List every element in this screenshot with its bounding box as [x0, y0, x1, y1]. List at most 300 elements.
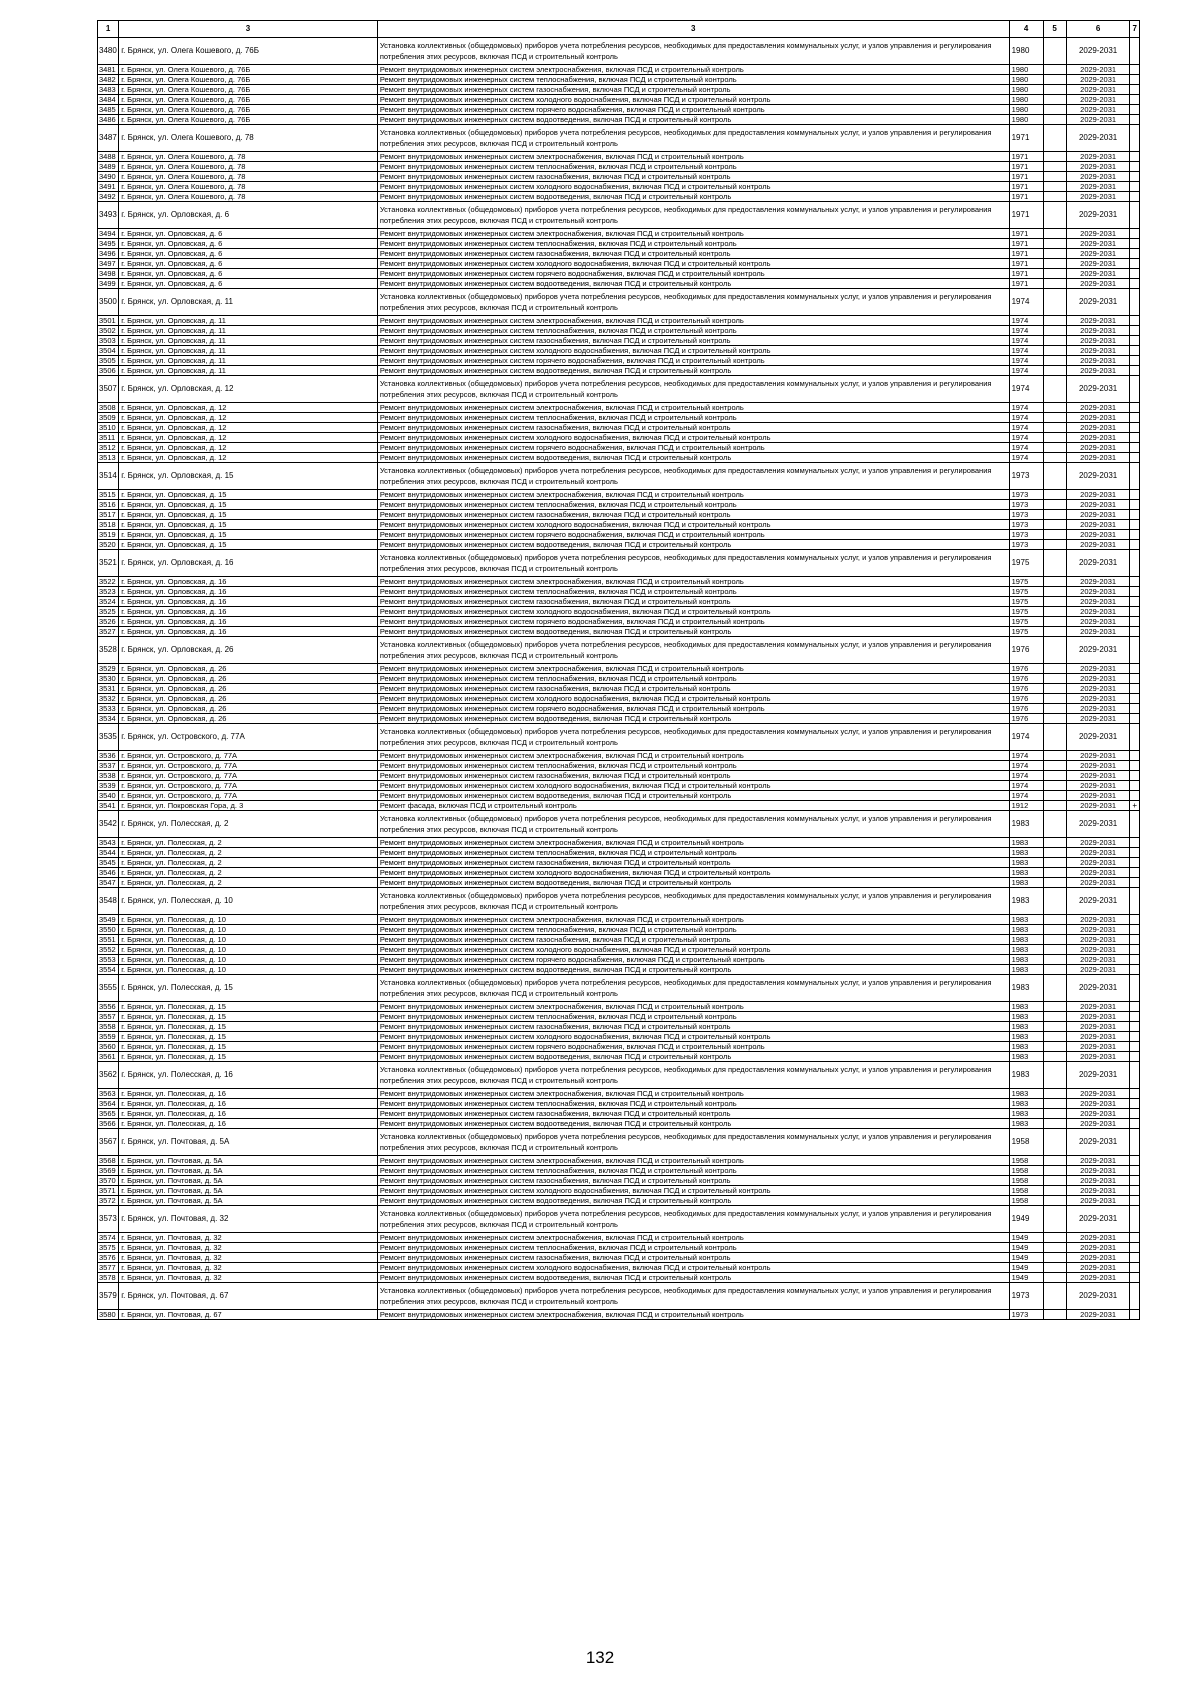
address-cell: г. Брянск, ул. Орловская, д. 11: [119, 346, 378, 356]
period-cell: 2029-2031: [1066, 336, 1130, 346]
row-number: 3576: [98, 1253, 119, 1263]
build-year-cell: 1983: [1009, 955, 1043, 965]
period-cell: 2029-2031: [1066, 597, 1130, 607]
work-type-cell: Ремонт внутридомовых инженерных систем электроснабжения, включая ПСД и строительный контроль: [377, 1002, 1009, 1012]
period-cell: 2029-2031: [1066, 453, 1130, 463]
address-cell: г. Брянск, ул. Полесская, д. 16: [119, 1062, 378, 1089]
period-cell: 2029-2031: [1066, 955, 1130, 965]
col-7-cell: [1130, 500, 1140, 510]
build-year-cell: 1974: [1009, 423, 1043, 433]
address-cell: г. Брянск, ул. Олега Кошевого, д. 78: [119, 152, 378, 162]
build-year-cell: 1949: [1009, 1273, 1043, 1283]
address-cell: г. Брянск, ул. Полесская, д. 10: [119, 888, 378, 915]
row-number: 3483: [98, 85, 119, 95]
row-number: 3522: [98, 577, 119, 587]
build-year-cell: 1974: [1009, 761, 1043, 771]
address-cell: г. Брянск, ул. Почтовая, д. 5А: [119, 1166, 378, 1176]
build-year-cell: 1976: [1009, 704, 1043, 714]
row-number: 3505: [98, 356, 119, 366]
col-7-cell: [1130, 577, 1140, 587]
row-number: 3579: [98, 1283, 119, 1310]
address-cell: г. Брянск, ул. Олега Кошевого, д. 76Б: [119, 65, 378, 75]
row-number: 3559: [98, 1032, 119, 1042]
period-cell: 2029-2031: [1066, 704, 1130, 714]
col-7-cell: [1130, 1089, 1140, 1099]
address-cell: г. Брянск, ул. Орловская, д. 6: [119, 269, 378, 279]
table-row: [98, 75, 1140, 85]
table-row: [98, 1283, 1140, 1310]
period-cell: 2029-2031: [1066, 500, 1130, 510]
col-7-cell: [1130, 935, 1140, 945]
build-year-cell: 1983: [1009, 878, 1043, 888]
col-5-cell: [1043, 1012, 1066, 1022]
build-year-cell: 1983: [1009, 1062, 1043, 1089]
period-cell: 2029-2031: [1066, 878, 1130, 888]
work-type-cell: Ремонт внутридомовых инженерных систем газоснабжения, включая ПСД и строительный контроль: [377, 1176, 1009, 1186]
col-7-cell: [1130, 791, 1140, 801]
work-type-cell: Установка коллективных (общедомовых) приборов учета потребления ресурсов, необходимых для предоставления коммунальных услуг, и узлов управления и регулирования потребления этих ресурсов, включая ПСД и строительный контроль: [377, 637, 1009, 664]
col-7-cell: +: [1130, 801, 1140, 811]
work-type-cell: Установка коллективных (общедомовых) приборов учета потребления ресурсов, необходимых для предоставления коммунальных услуг, и узлов управления и регулирования потребления этих ресурсов, включая ПСД и строительный контроль: [377, 202, 1009, 229]
address-cell: г. Брянск, ул. Полесская, д. 16: [119, 1099, 378, 1109]
build-year-cell: 1983: [1009, 868, 1043, 878]
col-5-cell: [1043, 674, 1066, 684]
build-year-cell: 1983: [1009, 975, 1043, 1002]
table-row: [98, 316, 1140, 326]
work-type-cell: Ремонт внутридомовых инженерных систем водоотведения, включая ПСД и строительный контроль: [377, 453, 1009, 463]
col-7-cell: [1130, 172, 1140, 182]
build-year-cell: 1976: [1009, 674, 1043, 684]
work-type-cell: Ремонт внутридомовых инженерных систем теплоснабжения, включая ПСД и строительный контроль: [377, 1243, 1009, 1253]
col-5-cell: [1043, 1156, 1066, 1166]
row-number: 3482: [98, 75, 119, 85]
period-cell: 2029-2031: [1066, 85, 1130, 95]
address-cell: г. Брянск, ул. Почтовая, д. 32: [119, 1253, 378, 1263]
row-number: 3529: [98, 664, 119, 674]
col-5-cell: [1043, 259, 1066, 269]
work-type-cell: Установка коллективных (общедомовых) приборов учета потребления ресурсов, необходимых для предоставления коммунальных услуг, и узлов управления и регулирования потребления этих ресурсов, включая ПСД и строительный контроль: [377, 724, 1009, 751]
col-7-cell: [1130, 115, 1140, 125]
work-type-cell: Ремонт внутридомовых инженерных систем водоотведения, включая ПСД и строительный контроль: [377, 965, 1009, 975]
table-row: [98, 694, 1140, 704]
table-row: [98, 801, 1140, 811]
col-7-cell: [1130, 724, 1140, 751]
table-row: [98, 192, 1140, 202]
address-cell: г. Брянск, ул. Полесская, д. 2: [119, 848, 378, 858]
period-cell: 2029-2031: [1066, 627, 1130, 637]
row-number: 3520: [98, 540, 119, 550]
table-row: [98, 607, 1140, 617]
row-number: 3496: [98, 249, 119, 259]
col-7-cell: [1130, 761, 1140, 771]
build-year-cell: 1949: [1009, 1263, 1043, 1273]
table-row: [98, 1109, 1140, 1119]
address-cell: г. Брянск, ул. Островского, д. 77А: [119, 751, 378, 761]
build-year-cell: 1973: [1009, 500, 1043, 510]
build-year-cell: 1973: [1009, 520, 1043, 530]
address-cell: г. Брянск, ул. Олега Кошевого, д. 76Б: [119, 95, 378, 105]
work-type-cell: Ремонт внутридомовых инженерных систем водоотведения, включая ПСД и строительный контроль: [377, 540, 1009, 550]
col-7-cell: [1130, 433, 1140, 443]
build-year-cell: 1971: [1009, 182, 1043, 192]
col-5-cell: [1043, 1166, 1066, 1176]
col-5-cell: [1043, 577, 1066, 587]
col-7-cell: [1130, 664, 1140, 674]
col-7-cell: [1130, 443, 1140, 453]
period-cell: 2029-2031: [1066, 403, 1130, 413]
period-cell: 2029-2031: [1066, 771, 1130, 781]
build-year-cell: 1974: [1009, 453, 1043, 463]
work-type-cell: Ремонт внутридомовых инженерных систем водоотведения, включая ПСД и строительный контроль: [377, 627, 1009, 637]
work-type-cell: Ремонт внутридомовых инженерных систем электроснабжения, включая ПСД и строительный контроль: [377, 751, 1009, 761]
col-7-cell: [1130, 413, 1140, 423]
address-cell: г. Брянск, ул. Полесская, д. 16: [119, 1089, 378, 1099]
col-5-cell: [1043, 65, 1066, 75]
col-7-cell: [1130, 423, 1140, 433]
work-type-cell: Ремонт внутридомовых инженерных систем теплоснабжения, включая ПСД и строительный контроль: [377, 326, 1009, 336]
build-year-cell: 1983: [1009, 965, 1043, 975]
work-type-cell: Установка коллективных (общедомовых) приборов учета потребления ресурсов, необходимых для предоставления коммунальных услуг, и узлов управления и регулирования потребления этих ресурсов, включая ПСД и строительный контроль: [377, 376, 1009, 403]
period-cell: 2029-2031: [1066, 1022, 1130, 1032]
row-number: 3503: [98, 336, 119, 346]
col-7-cell: [1130, 1062, 1140, 1089]
work-type-cell: Ремонт внутридомовых инженерных систем холодного водоснабжения, включая ПСД и строительный контроль: [377, 1263, 1009, 1273]
build-year-cell: 1958: [1009, 1196, 1043, 1206]
address-cell: г. Брянск, ул. Почтовая, д. 67: [119, 1283, 378, 1310]
col-5-cell: [1043, 704, 1066, 714]
col-7-cell: [1130, 1099, 1140, 1109]
row-number: 3563: [98, 1089, 119, 1099]
table-row: [98, 838, 1140, 848]
col-7-cell: [1130, 403, 1140, 413]
work-type-cell: Ремонт внутридомовых инженерных систем водоотведения, включая ПСД и строительный контроль: [377, 192, 1009, 202]
address-cell: г. Брянск, ул. Орловская, д. 15: [119, 510, 378, 520]
table-row: [98, 684, 1140, 694]
col-7-cell: [1130, 1119, 1140, 1129]
address-cell: г. Брянск, ул. Орловская, д. 15: [119, 500, 378, 510]
col-7-cell: [1130, 597, 1140, 607]
row-number: 3532: [98, 694, 119, 704]
work-type-cell: Ремонт внутридомовых инженерных систем электроснабжения, включая ПСД и строительный контроль: [377, 1233, 1009, 1243]
address-cell: г. Брянск, ул. Орловская, д. 12: [119, 403, 378, 413]
work-type-cell: Ремонт внутридомовых инженерных систем газоснабжения, включая ПСД и строительный контроль: [377, 336, 1009, 346]
build-year-cell: 1975: [1009, 597, 1043, 607]
period-cell: 2029-2031: [1066, 1119, 1130, 1129]
table-row: [98, 1310, 1140, 1320]
col-5-cell: [1043, 125, 1066, 152]
build-year-cell: 1983: [1009, 1012, 1043, 1022]
col-5-cell: [1043, 694, 1066, 704]
col-7-cell: [1130, 781, 1140, 791]
build-year-cell: 1976: [1009, 714, 1043, 724]
period-cell: 2029-2031: [1066, 1186, 1130, 1196]
table-row: [98, 423, 1140, 433]
address-cell: г. Брянск, ул. Орловская, д. 6: [119, 259, 378, 269]
row-number: 3516: [98, 500, 119, 510]
table-row: [98, 463, 1140, 490]
build-year-cell: 1974: [1009, 356, 1043, 366]
period-cell: 2029-2031: [1066, 510, 1130, 520]
address-cell: г. Брянск, ул. Полесская, д. 2: [119, 878, 378, 888]
address-cell: г. Брянск, ул. Олега Кошевого, д. 78: [119, 172, 378, 182]
work-type-cell: Ремонт внутридомовых инженерных систем горячего водоснабжения, включая ПСД и строительный контроль: [377, 617, 1009, 627]
build-year-cell: 1975: [1009, 617, 1043, 627]
work-type-cell: Ремонт внутридомовых инженерных систем газоснабжения, включая ПСД и строительный контроль: [377, 85, 1009, 95]
build-year-cell: 1983: [1009, 1052, 1043, 1062]
col-5-cell: [1043, 915, 1066, 925]
period-cell: 2029-2031: [1066, 269, 1130, 279]
build-year-cell: 1973: [1009, 540, 1043, 550]
col-7-cell: [1130, 587, 1140, 597]
address-cell: г. Брянск, ул. Орловская, д. 6: [119, 229, 378, 239]
build-year-cell: 1971: [1009, 172, 1043, 182]
address-cell: г. Брянск, ул. Орловская, д. 15: [119, 520, 378, 530]
col-5-cell: [1043, 1119, 1066, 1129]
table-row: [98, 1089, 1140, 1099]
row-number: 3519: [98, 530, 119, 540]
capital-repair-table-sheet: [97, 20, 1140, 1320]
row-number: 3510: [98, 423, 119, 433]
period-cell: 2029-2031: [1066, 1042, 1130, 1052]
table-row: [98, 888, 1140, 915]
build-year-cell: 1949: [1009, 1233, 1043, 1243]
address-cell: г. Брянск, ул. Олега Кошевого, д. 78: [119, 125, 378, 152]
col-5-cell: [1043, 403, 1066, 413]
col-7-cell: [1130, 269, 1140, 279]
row-number: 3537: [98, 761, 119, 771]
address-cell: г. Брянск, ул. Орловская, д. 11: [119, 289, 378, 316]
work-type-cell: Установка коллективных (общедомовых) приборов учета потребления ресурсов, необходимых для предоставления коммунальных услуг, и узлов управления и регулирования потребления этих ресурсов, включая ПСД и строительный контроль: [377, 463, 1009, 490]
row-number: 3556: [98, 1002, 119, 1012]
col-7-cell: [1130, 152, 1140, 162]
col-7-cell: [1130, 1042, 1140, 1052]
row-number: 3511: [98, 433, 119, 443]
period-cell: 2029-2031: [1066, 1253, 1130, 1263]
build-year-cell: 1971: [1009, 239, 1043, 249]
col-5-cell: [1043, 1129, 1066, 1156]
col-5-cell: [1043, 627, 1066, 637]
period-cell: 2029-2031: [1066, 550, 1130, 577]
col-7-cell: [1130, 85, 1140, 95]
col-7-cell: [1130, 838, 1140, 848]
row-number: 3509: [98, 413, 119, 423]
work-type-cell: Ремонт внутридомовых инженерных систем теплоснабжения, включая ПСД и строительный контроль: [377, 1166, 1009, 1176]
row-number: 3548: [98, 888, 119, 915]
col-5-cell: [1043, 1253, 1066, 1263]
work-type-cell: Ремонт внутридомовых инженерных систем теплоснабжения, включая ПСД и строительный контроль: [377, 587, 1009, 597]
table-row: [98, 781, 1140, 791]
work-type-cell: Ремонт внутридомовых инженерных систем водоотведения, включая ПСД и строительный контроль: [377, 714, 1009, 724]
work-type-cell: Ремонт внутридомовых инженерных систем горячего водоснабжения, включая ПСД и строительный контроль: [377, 530, 1009, 540]
build-year-cell: 1983: [1009, 1099, 1043, 1109]
col-7-cell: [1130, 1206, 1140, 1233]
period-cell: 2029-2031: [1066, 423, 1130, 433]
period-cell: 2029-2031: [1066, 801, 1130, 811]
row-number: 3566: [98, 1119, 119, 1129]
work-type-cell: Ремонт внутридомовых инженерных систем теплоснабжения, включая ПСД и строительный контроль: [377, 239, 1009, 249]
address-cell: г. Брянск, ул. Олега Кошевого, д. 78: [119, 192, 378, 202]
period-cell: 2029-2031: [1066, 1283, 1130, 1310]
col-7-cell: [1130, 38, 1140, 65]
col-7-cell: [1130, 105, 1140, 115]
build-year-cell: 1976: [1009, 684, 1043, 694]
table-row: [98, 152, 1140, 162]
work-type-cell: Ремонт внутридомовых инженерных систем горячего водоснабжения, включая ПСД и строительный контроль: [377, 269, 1009, 279]
col-7-cell: [1130, 694, 1140, 704]
table-row: [98, 1206, 1140, 1233]
col-7-cell: [1130, 1253, 1140, 1263]
row-number: 3547: [98, 878, 119, 888]
col-7-cell: [1130, 684, 1140, 694]
work-type-cell: Ремонт внутридомовых инженерных систем холодного водоснабжения, включая ПСД и строительный контроль: [377, 95, 1009, 105]
col-5-cell: [1043, 105, 1066, 115]
col-5-cell: [1043, 1062, 1066, 1089]
col-5-cell: [1043, 878, 1066, 888]
table-row: [98, 915, 1140, 925]
period-cell: 2029-2031: [1066, 279, 1130, 289]
row-number: 3491: [98, 182, 119, 192]
build-year-cell: 1971: [1009, 249, 1043, 259]
period-cell: 2029-2031: [1066, 1166, 1130, 1176]
table-row: [98, 289, 1140, 316]
build-year-cell: 1983: [1009, 1089, 1043, 1099]
address-cell: г. Брянск, ул. Орловская, д. 11: [119, 336, 378, 346]
address-cell: г. Брянск, ул. Почтовая, д. 32: [119, 1273, 378, 1283]
period-cell: 2029-2031: [1066, 848, 1130, 858]
row-number: 3531: [98, 684, 119, 694]
row-number: 3546: [98, 868, 119, 878]
address-cell: г. Брянск, ул. Островского, д. 77А: [119, 791, 378, 801]
build-year-cell: 1974: [1009, 443, 1043, 453]
col-5-cell: [1043, 1206, 1066, 1233]
col-7-cell: [1130, 1196, 1140, 1206]
col-7-cell: [1130, 356, 1140, 366]
address-cell: г. Брянск, ул. Орловская, д. 16: [119, 587, 378, 597]
work-type-cell: Ремонт внутридомовых инженерных систем теплоснабжения, включая ПСД и строительный контроль: [377, 162, 1009, 172]
work-type-cell: Ремонт внутридомовых инженерных систем электроснабжения, включая ПСД и строительный контроль: [377, 152, 1009, 162]
period-cell: 2029-2031: [1066, 95, 1130, 105]
build-year-cell: 1980: [1009, 85, 1043, 95]
col-5-cell: [1043, 249, 1066, 259]
col-5-cell: [1043, 791, 1066, 801]
work-type-cell: Ремонт внутридомовых инженерных систем горячего водоснабжения, включая ПСД и строительный контроль: [377, 704, 1009, 714]
address-cell: г. Брянск, ул. Орловская, д. 15: [119, 490, 378, 500]
period-cell: 2029-2031: [1066, 490, 1130, 500]
period-cell: 2029-2031: [1066, 239, 1130, 249]
col-5-cell: [1043, 664, 1066, 674]
address-cell: г. Брянск, ул. Орловская, д. 6: [119, 239, 378, 249]
col-5-cell: [1043, 945, 1066, 955]
col-5-cell: [1043, 413, 1066, 423]
col-7-cell: [1130, 1129, 1140, 1156]
table-row: [98, 868, 1140, 878]
row-number: 3574: [98, 1233, 119, 1243]
col-7-cell: [1130, 627, 1140, 637]
row-number: 3507: [98, 376, 119, 403]
table-row: [98, 761, 1140, 771]
row-number: 3535: [98, 724, 119, 751]
address-cell: г. Брянск, ул. Покровская Гора, д. 3: [119, 801, 378, 811]
col-7-cell: [1130, 202, 1140, 229]
header-col-year: 4: [1009, 21, 1043, 38]
build-year-cell: 1974: [1009, 376, 1043, 403]
col-5-cell: [1043, 1109, 1066, 1119]
address-cell: г. Брянск, ул. Орловская, д. 16: [119, 597, 378, 607]
table-row: [98, 945, 1140, 955]
table-row: [98, 771, 1140, 781]
col-5-cell: [1043, 724, 1066, 751]
row-number: 3504: [98, 346, 119, 356]
row-number: 3558: [98, 1022, 119, 1032]
period-cell: 2029-2031: [1066, 587, 1130, 597]
row-number: 3567: [98, 1129, 119, 1156]
col-7-cell: [1130, 125, 1140, 152]
col-5-cell: [1043, 366, 1066, 376]
col-5-cell: [1043, 597, 1066, 607]
col-7-cell: [1130, 704, 1140, 714]
work-type-cell: Ремонт внутридомовых инженерных систем газоснабжения, включая ПСД и строительный контроль: [377, 597, 1009, 607]
build-year-cell: 1974: [1009, 346, 1043, 356]
period-cell: 2029-2031: [1066, 714, 1130, 724]
period-cell: 2029-2031: [1066, 366, 1130, 376]
period-cell: 2029-2031: [1066, 162, 1130, 172]
address-cell: г. Брянск, ул. Орловская, д. 12: [119, 423, 378, 433]
work-type-cell: Установка коллективных (общедомовых) приборов учета потребления ресурсов, необходимых для предоставления коммунальных услуг, и узлов управления и регулирования потребления этих ресурсов, включая ПСД и строительный контроль: [377, 125, 1009, 152]
build-year-cell: 1912: [1009, 801, 1043, 811]
row-number: 3562: [98, 1062, 119, 1089]
col-7-cell: [1130, 453, 1140, 463]
table-row: [98, 433, 1140, 443]
work-type-cell: Ремонт фасада, включая ПСД и строительный контроль: [377, 801, 1009, 811]
build-year-cell: 1983: [1009, 1022, 1043, 1032]
build-year-cell: 1980: [1009, 115, 1043, 125]
row-number: 3543: [98, 838, 119, 848]
build-year-cell: 1958: [1009, 1129, 1043, 1156]
col-5-cell: [1043, 1002, 1066, 1012]
col-5-cell: [1043, 1099, 1066, 1109]
period-cell: 2029-2031: [1066, 781, 1130, 791]
work-type-cell: Ремонт внутридомовых инженерных систем электроснабжения, включая ПСД и строительный контроль: [377, 664, 1009, 674]
build-year-cell: 1949: [1009, 1243, 1043, 1253]
period-cell: 2029-2031: [1066, 105, 1130, 115]
work-type-cell: Ремонт внутридомовых инженерных систем теплоснабжения, включая ПСД и строительный контроль: [377, 925, 1009, 935]
build-year-cell: 1974: [1009, 403, 1043, 413]
build-year-cell: 1975: [1009, 550, 1043, 577]
period-cell: 2029-2031: [1066, 684, 1130, 694]
period-cell: 2029-2031: [1066, 530, 1130, 540]
build-year-cell: 1974: [1009, 781, 1043, 791]
work-type-cell: Ремонт внутридомовых инженерных систем водоотведения, включая ПСД и строительный контроль: [377, 1052, 1009, 1062]
period-cell: 2029-2031: [1066, 1263, 1130, 1273]
col-5-cell: [1043, 433, 1066, 443]
table-row: [98, 714, 1140, 724]
col-5-cell: [1043, 182, 1066, 192]
work-type-cell: Установка коллективных (общедомовых) приборов учета потребления ресурсов, необходимых для предоставления коммунальных услуг, и узлов управления и регулирования потребления этих ресурсов, включая ПСД и строительный контроль: [377, 38, 1009, 65]
address-cell: г. Брянск, ул. Орловская, д. 16: [119, 577, 378, 587]
address-cell: г. Брянск, ул. Орловская, д. 16: [119, 627, 378, 637]
table-row: [98, 1253, 1140, 1263]
build-year-cell: 1983: [1009, 811, 1043, 838]
address-cell: г. Брянск, ул. Орловская, д. 26: [119, 714, 378, 724]
period-cell: 2029-2031: [1066, 1062, 1130, 1089]
period-cell: 2029-2031: [1066, 433, 1130, 443]
table-row: [98, 85, 1140, 95]
col-5-cell: [1043, 463, 1066, 490]
period-cell: 2029-2031: [1066, 38, 1130, 65]
period-cell: 2029-2031: [1066, 1243, 1130, 1253]
period-cell: 2029-2031: [1066, 577, 1130, 587]
row-number: 3506: [98, 366, 119, 376]
